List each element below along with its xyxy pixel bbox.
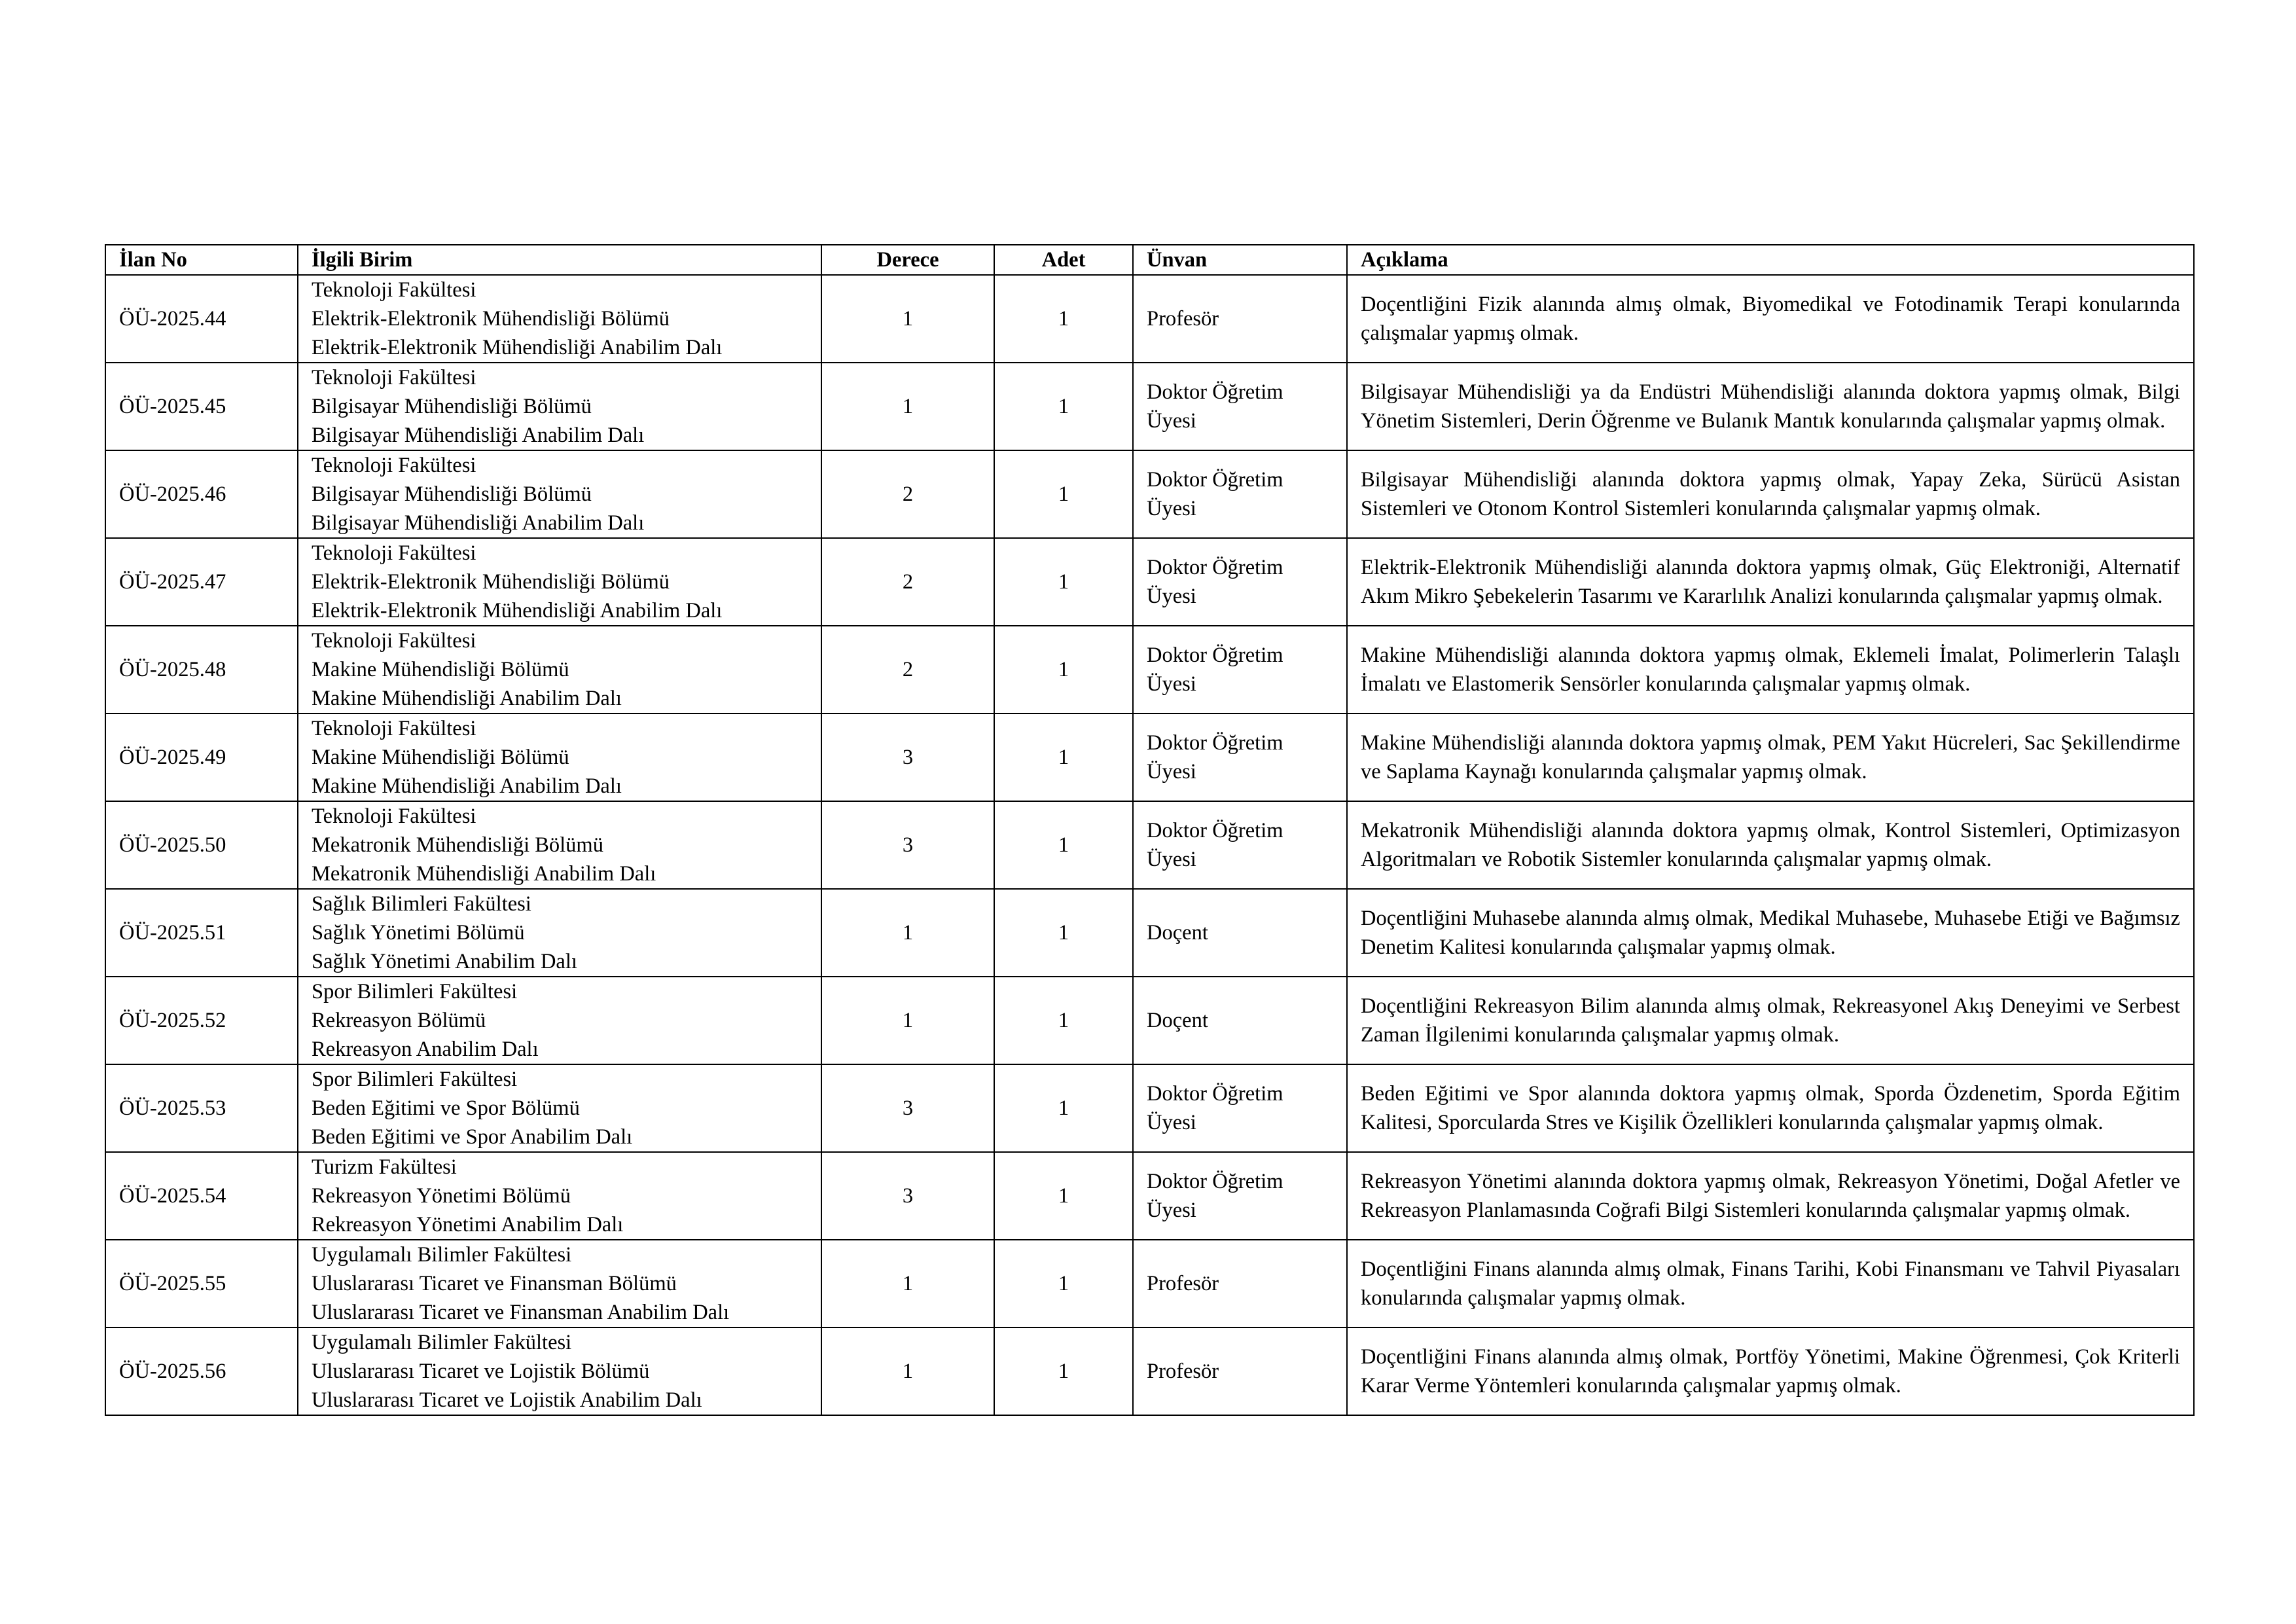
department-name: Bilgisayar Mühendisliği Bölümü xyxy=(312,482,592,506)
cell-derece: 1 xyxy=(821,1327,994,1415)
cell-ilan-no: ÖÜ-2025.49 xyxy=(105,713,298,801)
cell-derece: 3 xyxy=(821,801,994,889)
department-name: Rekreasyon Yönetimi Bölümü xyxy=(312,1184,571,1208)
cell-ilan-no: ÖÜ-2025.48 xyxy=(105,626,298,713)
cell-aciklama: Doçentliğini Fizik alanında almış olmak, Biyomedikal ve Fotodinamik Terapi konularında çalışmalar yapmış olmak. xyxy=(1347,275,2194,363)
cell-aciklama: Doçentliğini Muhasebe alanında almış olmak, Medikal Muhasebe, Muhasebe Etiği ve Bağımsız Denetim Kalitesi konularında çalışmalar yapmış olmak. xyxy=(1347,889,2194,977)
cell-derece: 3 xyxy=(821,1152,994,1240)
cell-ilan-no: ÖÜ-2025.50 xyxy=(105,801,298,889)
cell-derece: 3 xyxy=(821,713,994,801)
cell-derece: 2 xyxy=(821,538,994,626)
cell-adet: 1 xyxy=(994,801,1133,889)
cell-adet: 1 xyxy=(994,977,1133,1064)
cell-ilan-no: ÖÜ-2025.55 xyxy=(105,1240,298,1327)
cell-ilgili-birim xyxy=(298,450,821,538)
cell-aciklama: Doçentliğini Finans alanında almış olmak, Finans Tarihi, Kobi Finansmanı ve Tahvil Piyasaları konularında çalışmalar yapmış olmak. xyxy=(1347,1240,2194,1327)
faculty-name: Spor Bilimleri Fakültesi xyxy=(312,980,518,1003)
header-unvan: Ünvan xyxy=(1133,245,1347,275)
cell-adet: 1 xyxy=(994,1064,1133,1152)
cell-unvan: Doktor Öğretim Üyesi xyxy=(1133,626,1347,713)
table-row xyxy=(105,1152,2194,1240)
cell-ilan-no: ÖÜ-2025.45 xyxy=(105,363,298,450)
faculty-name: Teknoloji Fakültesi xyxy=(312,717,476,740)
table-row xyxy=(105,977,2194,1064)
cell-derece: 1 xyxy=(821,363,994,450)
cell-unvan: Doçent xyxy=(1133,889,1347,977)
table-row xyxy=(105,538,2194,626)
cell-aciklama: Doçentliğini Finans alanında almış olmak, Portföy Yönetimi, Makine Öğrenmesi, Çok Kriterli Karar Verme Yöntemleri konularında çalışmalar yapmış olmak. xyxy=(1347,1327,2194,1415)
division-name: Elektrik-Elektronik Mühendisliği Anabilim Dalı xyxy=(312,599,723,623)
cell-adet: 1 xyxy=(994,450,1133,538)
cell-ilgili-birim xyxy=(298,1064,821,1152)
cell-ilgili-birim xyxy=(298,626,821,713)
cell-unvan: Doktor Öğretim Üyesi xyxy=(1133,1064,1347,1152)
cell-ilan-no: ÖÜ-2025.46 xyxy=(105,450,298,538)
division-name: Mekatronik Mühendisliği Anabilim Dalı xyxy=(312,862,656,886)
cell-ilan-no: ÖÜ-2025.52 xyxy=(105,977,298,1064)
cell-aciklama: Beden Eğitimi ve Spor alanında doktora yapmış olmak, Sporda Özdenetim, Sporda Eğitim Kalitesi, Sporcularda Stres ve Kişilik Özellikleri konularında çalışmalar yapmış olmak. xyxy=(1347,1064,2194,1152)
table-row xyxy=(105,713,2194,801)
faculty-name: Uygulamalı Bilimler Fakültesi xyxy=(312,1243,572,1267)
faculty-name: Spor Bilimleri Fakültesi xyxy=(312,1068,518,1091)
cell-ilan-no: ÖÜ-2025.53 xyxy=(105,1064,298,1152)
cell-derece: 3 xyxy=(821,1064,994,1152)
department-name: Beden Eğitimi ve Spor Bölümü xyxy=(312,1096,580,1120)
cell-adet: 1 xyxy=(994,889,1133,977)
cell-ilgili-birim xyxy=(298,889,821,977)
division-name: Elektrik-Elektronik Mühendisliği Anabilim Dalı xyxy=(312,336,723,359)
division-name: Uluslararası Ticaret ve Lojistik Anabilim Dalı xyxy=(312,1388,702,1412)
faculty-name: Turizm Fakültesi xyxy=(312,1155,457,1179)
cell-ilgili-birim xyxy=(298,275,821,363)
cell-adet: 1 xyxy=(994,538,1133,626)
cell-unvan: Doktor Öğretim Üyesi xyxy=(1133,363,1347,450)
cell-unvan: Doktor Öğretim Üyesi xyxy=(1133,1152,1347,1240)
table-row xyxy=(105,1240,2194,1327)
cell-unvan: Doktor Öğretim Üyesi xyxy=(1133,538,1347,626)
faculty-name: Teknoloji Fakültesi xyxy=(312,454,476,477)
division-name: Rekreasyon Yönetimi Anabilim Dalı xyxy=(312,1213,624,1236)
cell-aciklama: Makine Mühendisliği alanında doktora yapmış olmak, PEM Yakıt Hücreleri, Sac Şekillendirme ve Saplama Kaynağı konularında çalışmalar yapmış olmak. xyxy=(1347,713,2194,801)
department-name: Uluslararası Ticaret ve Lojistik Bölümü xyxy=(312,1360,650,1383)
division-name: Uluslararası Ticaret ve Finansman Anabilim Dalı xyxy=(312,1301,730,1324)
cell-ilgili-birim xyxy=(298,713,821,801)
division-name: Makine Mühendisliği Anabilim Dalı xyxy=(312,774,622,798)
cell-adet: 1 xyxy=(994,713,1133,801)
department-name: Elektrik-Elektronik Mühendisliği Bölümü xyxy=(312,570,670,594)
cell-derece: 2 xyxy=(821,450,994,538)
cell-ilgili-birim xyxy=(298,363,821,450)
department-name: Bilgisayar Mühendisliği Bölümü xyxy=(312,395,592,418)
faculty-name: Teknoloji Fakültesi xyxy=(312,804,476,828)
header-adet: Adet xyxy=(994,245,1133,275)
cell-adet: 1 xyxy=(994,626,1133,713)
cell-derece: 1 xyxy=(821,977,994,1064)
department-name: Makine Mühendisliği Bölümü xyxy=(312,658,569,681)
cell-aciklama: Makine Mühendisliği alanında doktora yapmış olmak, Eklemeli İmalat, Polimerlerin Talaşlı İmalatı ve Elastomerik Sensörler konularında çalışmalar yapmış olmak. xyxy=(1347,626,2194,713)
header-ilgili-birim: İlgili Birim xyxy=(298,245,821,275)
cell-derece: 1 xyxy=(821,889,994,977)
cell-unvan: Doktor Öğretim Üyesi xyxy=(1133,450,1347,538)
cell-derece: 1 xyxy=(821,275,994,363)
header-row xyxy=(105,245,2194,275)
cell-unvan: Profesör xyxy=(1133,275,1347,363)
header-ilan-no: İlan No xyxy=(105,245,298,275)
table-header xyxy=(105,245,2194,275)
table-row xyxy=(105,1064,2194,1152)
cell-aciklama: Doçentliğini Rekreasyon Bilim alanında almış olmak, Rekreasyonel Akış Deneyimi ve Serbest Zaman İlgilenimi konularında çalışmalar yapmış olmak. xyxy=(1347,977,2194,1064)
division-name: Sağlık Yönetimi Anabilim Dalı xyxy=(312,950,577,973)
header-aciklama: Açıklama xyxy=(1347,245,2194,275)
faculty-name: Teknoloji Fakültesi xyxy=(312,629,476,653)
cell-unvan: Doktor Öğretim Üyesi xyxy=(1133,801,1347,889)
department-name: Makine Mühendisliği Bölümü xyxy=(312,746,569,769)
cell-aciklama: Elektrik-Elektronik Mühendisliği alanında doktora yapmış olmak, Güç Elektroniği, Alternatif Akım Mikro Şebekelerin Tasarımı ve Kararlılık Analizi konularında çalışmalar yapmış olmak. xyxy=(1347,538,2194,626)
table-row xyxy=(105,889,2194,977)
faculty-name: Uygulamalı Bilimler Fakültesi xyxy=(312,1331,572,1354)
cell-aciklama: Bilgisayar Mühendisliği alanında doktora yapmış olmak, Yapay Zeka, Sürücü Asistan Sistemleri ve Otonom Kontrol Sistemleri konularında çalışmalar yapmış olmak. xyxy=(1347,450,2194,538)
cell-ilgili-birim xyxy=(298,1327,821,1415)
cell-aciklama: Mekatronik Mühendisliği alanında doktora yapmış olmak, Kontrol Sistemleri, Optimizasyon Algoritmaları ve Robotik Sistemler konularında çalışmalar yapmış olmak. xyxy=(1347,801,2194,889)
cell-ilan-no: ÖÜ-2025.54 xyxy=(105,1152,298,1240)
cell-adet: 1 xyxy=(994,363,1133,450)
department-name: Elektrik-Elektronik Mühendisliği Bölümü xyxy=(312,307,670,331)
cell-ilgili-birim xyxy=(298,1152,821,1240)
cell-ilgili-birim xyxy=(298,801,821,889)
table-row xyxy=(105,626,2194,713)
cell-ilgili-birim xyxy=(298,1240,821,1327)
cell-ilan-no: ÖÜ-2025.51 xyxy=(105,889,298,977)
cell-derece: 2 xyxy=(821,626,994,713)
cell-unvan: Doçent xyxy=(1133,977,1347,1064)
division-name: Makine Mühendisliği Anabilim Dalı xyxy=(312,687,622,710)
faculty-name: Sağlık Bilimleri Fakültesi xyxy=(312,892,531,916)
cell-adet: 1 xyxy=(994,1327,1133,1415)
division-name: Bilgisayar Mühendisliği Anabilim Dalı xyxy=(312,424,645,447)
division-name: Rekreasyon Anabilim Dalı xyxy=(312,1038,539,1061)
cell-unvan: Profesör xyxy=(1133,1327,1347,1415)
cell-ilan-no: ÖÜ-2025.56 xyxy=(105,1327,298,1415)
table-row xyxy=(105,363,2194,450)
cell-adet: 1 xyxy=(994,1240,1133,1327)
department-name: Sağlık Yönetimi Bölümü xyxy=(312,921,525,945)
cell-ilan-no: ÖÜ-2025.44 xyxy=(105,275,298,363)
department-name: Uluslararası Ticaret ve Finansman Bölümü xyxy=(312,1272,677,1295)
department-name: Rekreasyon Bölümü xyxy=(312,1009,486,1032)
announcement-table xyxy=(105,244,2195,1416)
faculty-name: Teknoloji Fakültesi xyxy=(312,366,476,389)
department-name: Mekatronik Mühendisliği Bölümü xyxy=(312,833,603,857)
header-derece: Derece xyxy=(821,245,994,275)
table-row xyxy=(105,1327,2194,1415)
cell-derece: 1 xyxy=(821,1240,994,1327)
cell-adet: 1 xyxy=(994,275,1133,363)
division-name: Bilgisayar Mühendisliği Anabilim Dalı xyxy=(312,511,645,535)
cell-adet: 1 xyxy=(994,1152,1133,1240)
table-row xyxy=(105,801,2194,889)
cell-unvan: Doktor Öğretim Üyesi xyxy=(1133,713,1347,801)
table-row xyxy=(105,450,2194,538)
cell-ilgili-birim xyxy=(298,538,821,626)
division-name: Beden Eğitimi ve Spor Anabilim Dalı xyxy=(312,1125,633,1149)
cell-ilgili-birim xyxy=(298,977,821,1064)
table-row xyxy=(105,275,2194,363)
cell-ilan-no: ÖÜ-2025.47 xyxy=(105,538,298,626)
cell-aciklama: Bilgisayar Mühendisliği ya da Endüstri Mühendisliği alanında doktora yapmış olmak, Bilgi Yönetim Sistemleri, Derin Öğrenme ve Bulanık Mantık konularında çalışmalar yapmış olmak. xyxy=(1347,363,2194,450)
cell-unvan: Profesör xyxy=(1133,1240,1347,1327)
faculty-name: Teknoloji Fakültesi xyxy=(312,278,476,302)
faculty-name: Teknoloji Fakültesi xyxy=(312,541,476,565)
cell-aciklama: Rekreasyon Yönetimi alanında doktora yapmış olmak, Rekreasyon Yönetimi, Doğal Afetler ve Rekreasyon Planlamasında Coğrafi Bilgi Sistemleri konularında çalışmalar yapmış olmak. xyxy=(1347,1152,2194,1240)
table-body xyxy=(105,275,2194,1415)
